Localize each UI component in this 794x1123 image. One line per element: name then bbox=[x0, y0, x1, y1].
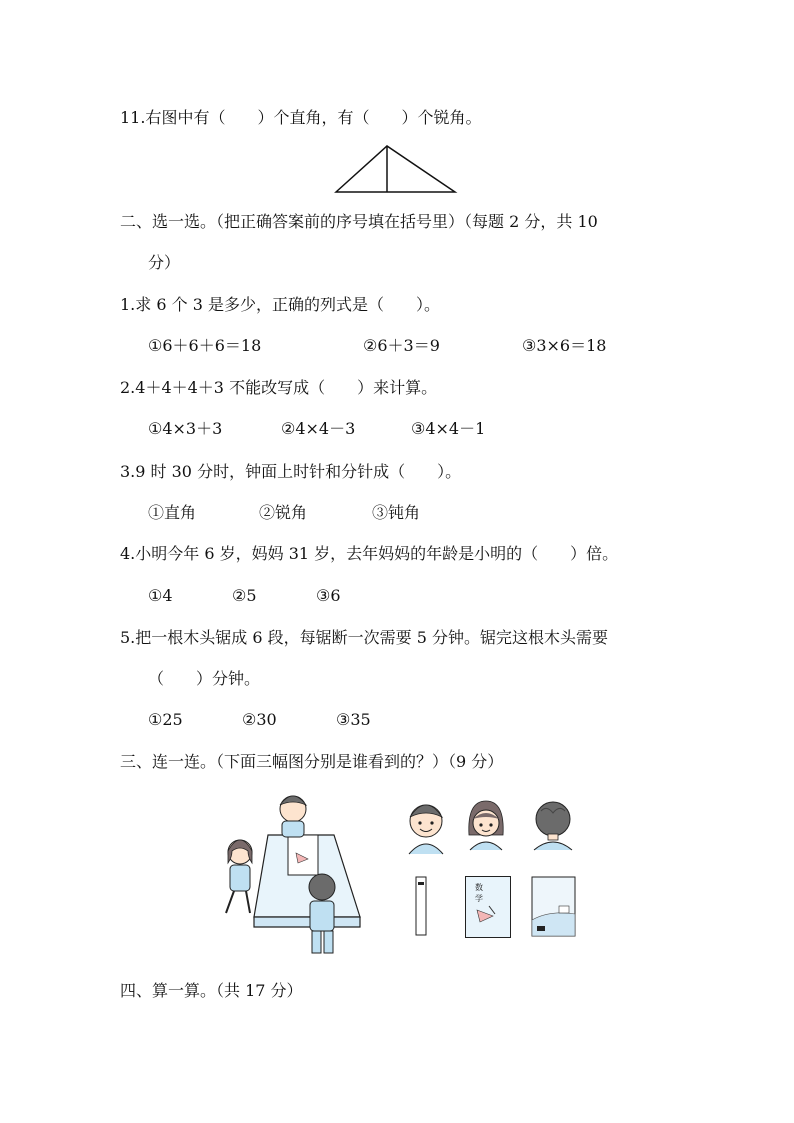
option-2: ②6＋3＝9 bbox=[363, 336, 440, 355]
option-3: ③4×4－1 bbox=[411, 419, 486, 438]
boy-face-front bbox=[405, 797, 447, 855]
book-back-view bbox=[531, 876, 577, 938]
question-2-2: 2.4＋4＋4＋3 不能改写成（ ）来计算。 bbox=[120, 378, 438, 397]
triangle-figure bbox=[334, 143, 460, 195]
section-2-heading-cont: 分） bbox=[148, 253, 181, 272]
option-3: ③6 bbox=[316, 586, 341, 605]
section-4-heading: 四、算一算。（共 17 分） bbox=[120, 981, 303, 1000]
option-3: ③35 bbox=[336, 710, 371, 729]
question-2-1: 1.求 6 个 3 是多少，正确的列式是（ ）。 bbox=[120, 295, 440, 314]
girl-face-front bbox=[465, 797, 507, 851]
question-2-5: 5.把一根木头锯成 6 段，每锯断一次需要 5 分钟。锯完这根木头需要 bbox=[120, 628, 608, 647]
section-3-heading: 三、连一连。（下面三幅图分别是谁看到的？）（9 分） bbox=[120, 752, 504, 771]
option-2: ②5 bbox=[232, 586, 257, 605]
question-2-3: 3.9 时 30 分时，钟面上时针和分针成（ ）。 bbox=[120, 462, 462, 481]
book-side-view bbox=[414, 876, 428, 936]
option-2: ②锐角 bbox=[259, 503, 308, 522]
option-1: ①直角 bbox=[148, 503, 197, 522]
option-1: ①25 bbox=[148, 710, 183, 729]
kids-table-illustration bbox=[216, 785, 366, 960]
section-2-heading: 二、选一选。（把正确答案前的序号填在括号里）（每题 2 分，共 10 bbox=[120, 212, 598, 231]
boy-head-back bbox=[531, 797, 575, 851]
question-2-4: 4.小明今年 6 岁，妈妈 31 岁，去年妈妈的年龄是小明的（ ）倍。 bbox=[120, 544, 619, 563]
option-1: ①6＋6＋6＝18 bbox=[148, 336, 262, 355]
question-2-5-cont: （ ）分钟。 bbox=[148, 669, 261, 688]
option-2: ②4×4－3 bbox=[281, 419, 356, 438]
option-3: ③3×6＝18 bbox=[522, 336, 607, 355]
option-1: ①4×3＋3 bbox=[148, 419, 223, 438]
option-1: ①4 bbox=[148, 586, 173, 605]
option-3: ③钝角 bbox=[372, 503, 421, 522]
book-title: 数 学 bbox=[475, 883, 483, 903]
option-2: ②30 bbox=[242, 710, 277, 729]
question-11: 11.右图中有（ ）个直角，有（ ）个锐角。 bbox=[120, 108, 482, 127]
